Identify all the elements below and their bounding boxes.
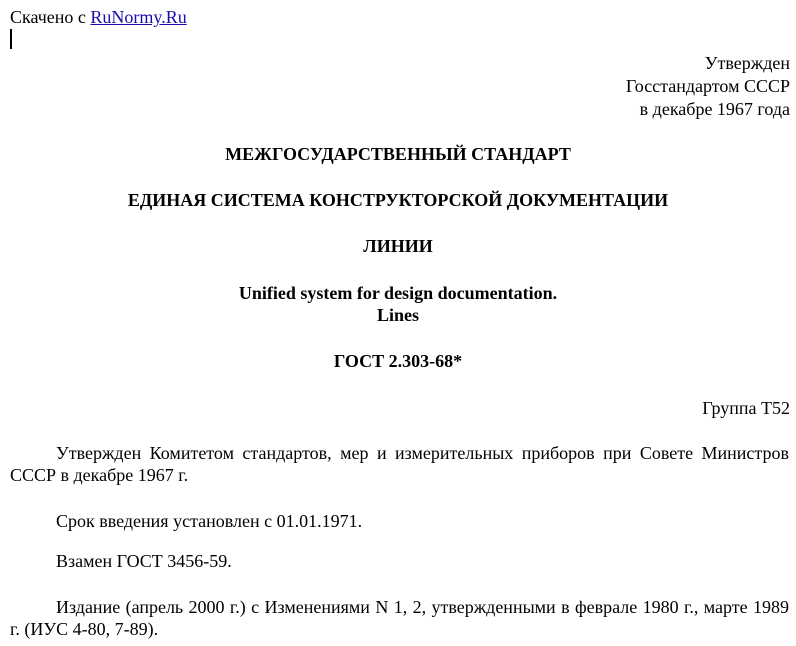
download-source-line	[10, 6, 187, 28]
text-cursor	[10, 29, 12, 49]
paragraph-effective-date: Срок введения установлен с 01.01.1971.	[56, 511, 363, 531]
gost-number: ГОСТ 2.303-68*	[333, 351, 463, 371]
english-title-line-1: Unified system for design documentation.	[238, 283, 558, 303]
approval-line-3: в декабре 1967 года	[639, 99, 790, 119]
paragraph-edition: Издание (апрель 2000 г.) с Изменениями N 1, 2, утвержденными в феврале 1980 г., марте 1989 г. (ИУС 4-80, 7-89).	[10, 597, 789, 639]
download-source-prefix: Скачено с	[10, 7, 86, 27]
approval-block	[626, 52, 790, 121]
interstate-standard-title: МЕЖГОСУДАРСТВЕННЫЙ СТАНДАРТ	[225, 144, 571, 164]
english-title-line-2: Lines	[376, 305, 419, 325]
runormy-link[interactable]: RuNormy.Ru	[90, 7, 187, 27]
subject-title: ЛИНИИ	[363, 236, 433, 256]
approval-line-1: Утвержден	[704, 53, 790, 73]
approval-line-2: Госстандартом СССР	[625, 76, 790, 96]
paragraph-approved-by: Утвержден Комитетом стандартов, мер и измерительных приборов при Совете Министров СССР в декабре 1967 г.	[10, 443, 789, 485]
classification-group: Группа Т52	[702, 398, 790, 418]
system-title: ЕДИНАЯ СИСТЕМА КОНСТРУКТОРСКОЙ ДОКУМЕНТАЦИИ	[127, 190, 669, 210]
paragraph-replaces: Взамен ГОСТ 3456-59.	[56, 551, 232, 571]
